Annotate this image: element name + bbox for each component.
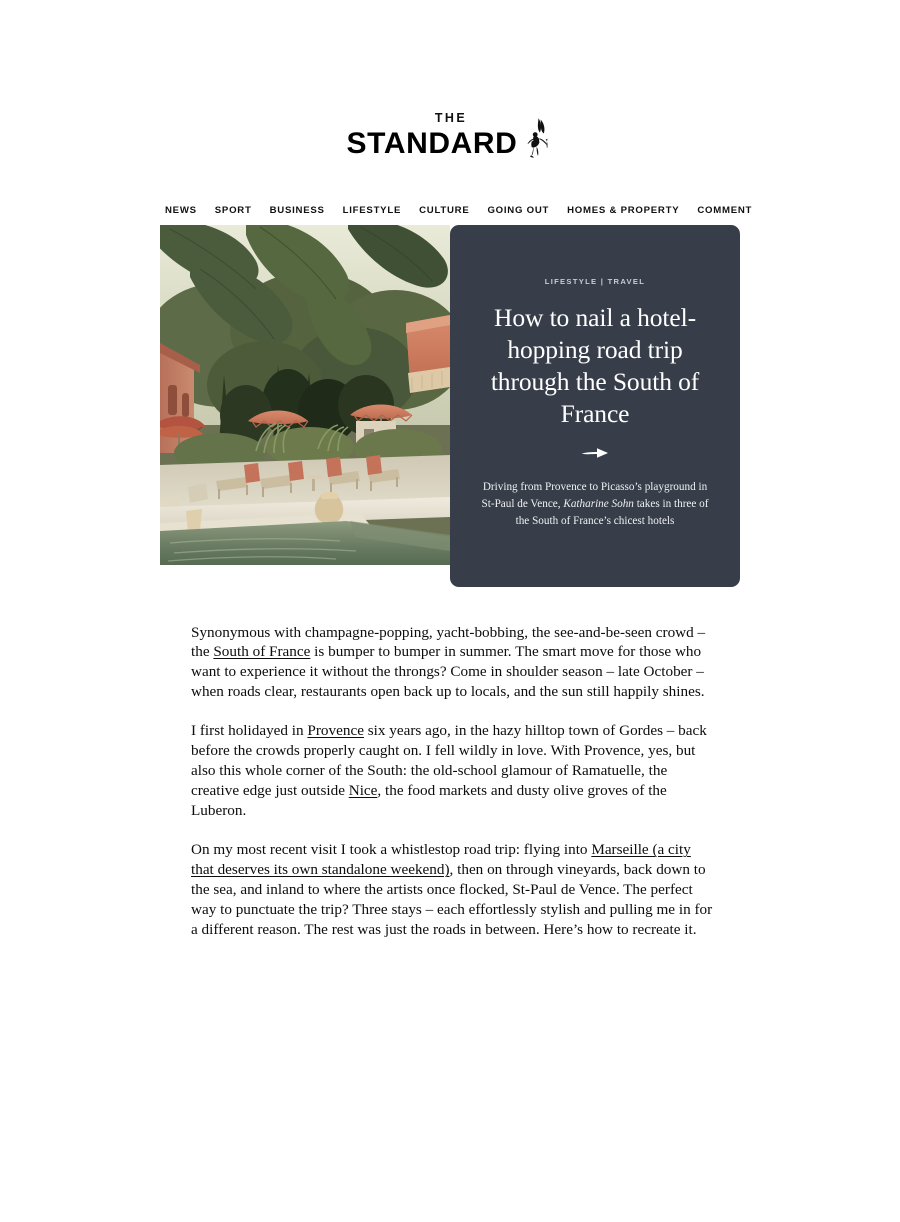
article-paragraph-3 [191,840,714,940]
article-body [0,623,900,941]
author-byline: Katharine Sohn [563,497,634,510]
site-logo[interactable] [335,112,565,159]
article-standfirst [481,479,709,529]
article-text: On my most recent visit I took a whistlestop road trip: flying into [191,841,592,859]
article-kicker: LIFESTYLE | TRAVEL [544,276,646,286]
article-text: Synonymous with champagne-popping, yacht-bobbing, the see-and-be-seen crowd – the [191,623,706,661]
article-text: six years ago, in the hazy hilltop town of Gordes – back before the crowds properly caught on. I fell wildly in love. With Provence, yes, but also this whole corner of the South: the old-school glamour of Ramatuelle, the creative edge just outside [191,722,707,800]
article-text: is bumper to bumper in summer. The smart move for those who want to experience it without the throngs? Come in shoulder season – late October – when roads clear, restaurants open back up to locals, and the sun still happily shines. [191,643,705,701]
article-title-card [450,225,740,587]
nav-item-lifestyle[interactable]: LIFESTYLE [342,204,402,216]
hero-photo [160,225,450,565]
arrow-right-icon [581,446,609,464]
article-text: I first holidayed in [191,722,308,740]
standfirst-text-pre: Driving from Provence to Picasso’s playground in St-Paul de Vence, [481,481,708,510]
standfirst-text-post: takes in three of the South of France’s chicest hotels [515,497,709,527]
article-paragraph-1 [191,623,714,703]
article-paragraph-2 [191,721,714,821]
nav-item-news[interactable]: NEWS [165,204,197,216]
article-link[interactable]: Marseille (a city that deserves its own standalone weekend) [191,841,691,879]
hero-section [0,225,900,590]
article-link[interactable]: Provence [307,722,364,740]
article-text: , the food markets and dusty olive groves of the Luberon. [191,782,667,820]
nav-item-business[interactable]: BUSINESS [269,204,325,216]
masthead [0,0,900,159]
logo-standard-text: STANDARD [346,126,518,160]
article-text: , then on through vineyards, back down to the sea, and inland to where the artists once flocked, St-Paul de Vence. The perfect way to punctuate the trip? Three stays – each effortlessly stylish and pulling me in for a different reason. The rest was just the roads in between. Here’s how to recreate it. [191,861,713,939]
nav-item-homes-property[interactable]: HOMES & PROPERTY [567,204,680,216]
nav-item-comment[interactable]: COMMENT [697,204,753,216]
article-link[interactable]: Nice [348,782,378,800]
primary-navigation [0,205,900,216]
nav-item-sport[interactable]: SPORT [214,204,252,216]
article-link[interactable]: South of France [213,643,311,661]
eros-statue-icon [519,117,553,159]
logo-the-text: THE [434,111,468,125]
logo-wordmark-row [346,126,554,160]
nav-item-culture[interactable]: CULTURE [419,204,470,216]
page-title: How to nail a hotel-hopping road trip through the South of France [490,302,700,428]
nav-item-going-out[interactable]: GOING OUT [487,204,550,216]
